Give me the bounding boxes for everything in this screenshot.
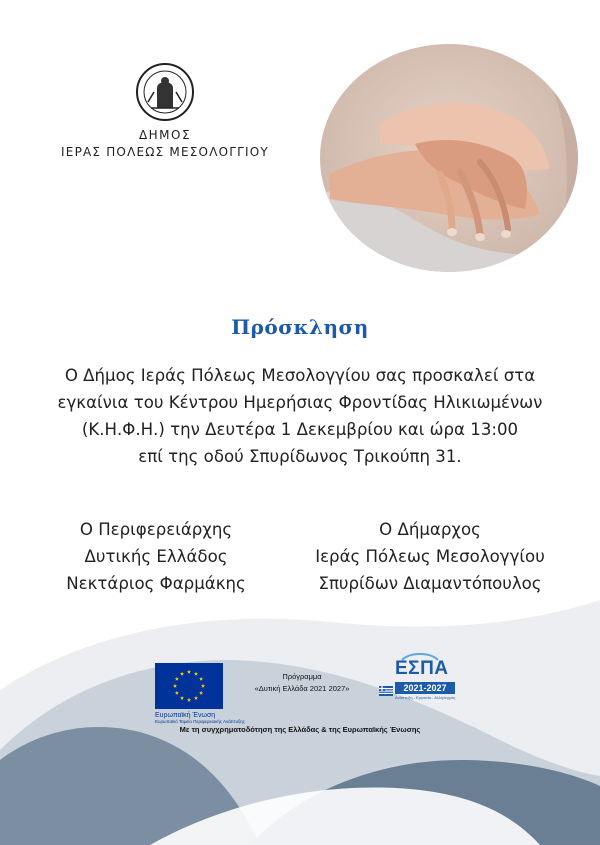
espa-word: ΕΣΠΑ	[395, 658, 449, 679]
page-title: Πρόσκληση	[231, 315, 369, 339]
signatory-right-role: Ο Δήμαρχος	[379, 520, 481, 539]
signatory-left	[36, 516, 276, 597]
signatory-left-region: Δυτικής Ελλάδος	[84, 547, 228, 566]
signatory-left-role: Ο Περιφερειάρχης	[79, 520, 233, 539]
program-name: «Δυτική Ελλάδα 2021 2027»	[254, 684, 350, 693]
eu-logo	[155, 663, 245, 724]
espa-tagline: Ανάπτυξη - Εργασία - Αλληλεγγύη	[395, 695, 456, 700]
invitation-line-1: Ο Δήμος Ιεράς Πόλεως Μεσολογγίου σας προσκαλεί στα	[64, 366, 536, 385]
espa-years: 2021-2027	[395, 682, 455, 694]
signatory-right-name: Σπυρίδων Διαμαντόπουλος	[318, 574, 542, 593]
municipality-name-line1: ΔΗΜΟΣ	[138, 128, 192, 142]
eu-caption: Ευρωπαϊκή Ένωση	[155, 712, 216, 719]
invitation-text	[0, 362, 600, 470]
eu-flag-icon	[155, 663, 223, 709]
invitation-line-3: (Κ.Η.Φ.Η.) την Δευτέρα 1 Δεκεμβρίου και ώρα 13:00	[81, 420, 519, 439]
program-label-title: Πρόγραμμα	[282, 672, 322, 681]
municipality-logo	[60, 62, 270, 159]
invitation-line-2: εγκαίνια του Κέντρου Ημερήσιας Φροντίδας Ηλικιωμένων	[57, 393, 543, 412]
cofunding-statement: Με τη συγχρηματοδότηση της Ελλάδας & της Ευρωπαϊκής Ένωσης	[179, 725, 421, 734]
invitation-line-4: επί της οδού Σπυρίδωνος Τρικούπη 31.	[138, 447, 462, 466]
espa-logo	[378, 660, 454, 706]
program-label	[236, 671, 368, 695]
signatory-left-name: Νεκτάριος Φαρμάκης	[66, 574, 246, 593]
eu-subcaption: Ευρωπαϊκό Ταμείο Περιφερειακής Ανάπτυξης	[155, 719, 245, 724]
signatory-right-region: Ιεράς Πόλεως Μεσολογγίου	[315, 547, 545, 566]
municipality-name-line2: ΙΕΡΑΣ ΠΟΛΕΩΣ ΜΕΣΟΛΟΓΓΙΟΥ	[61, 145, 269, 159]
signatory-right	[300, 516, 560, 597]
municipality-seal-icon	[135, 62, 195, 122]
hands-photo	[320, 44, 578, 272]
greek-flag-icon	[379, 686, 393, 696]
